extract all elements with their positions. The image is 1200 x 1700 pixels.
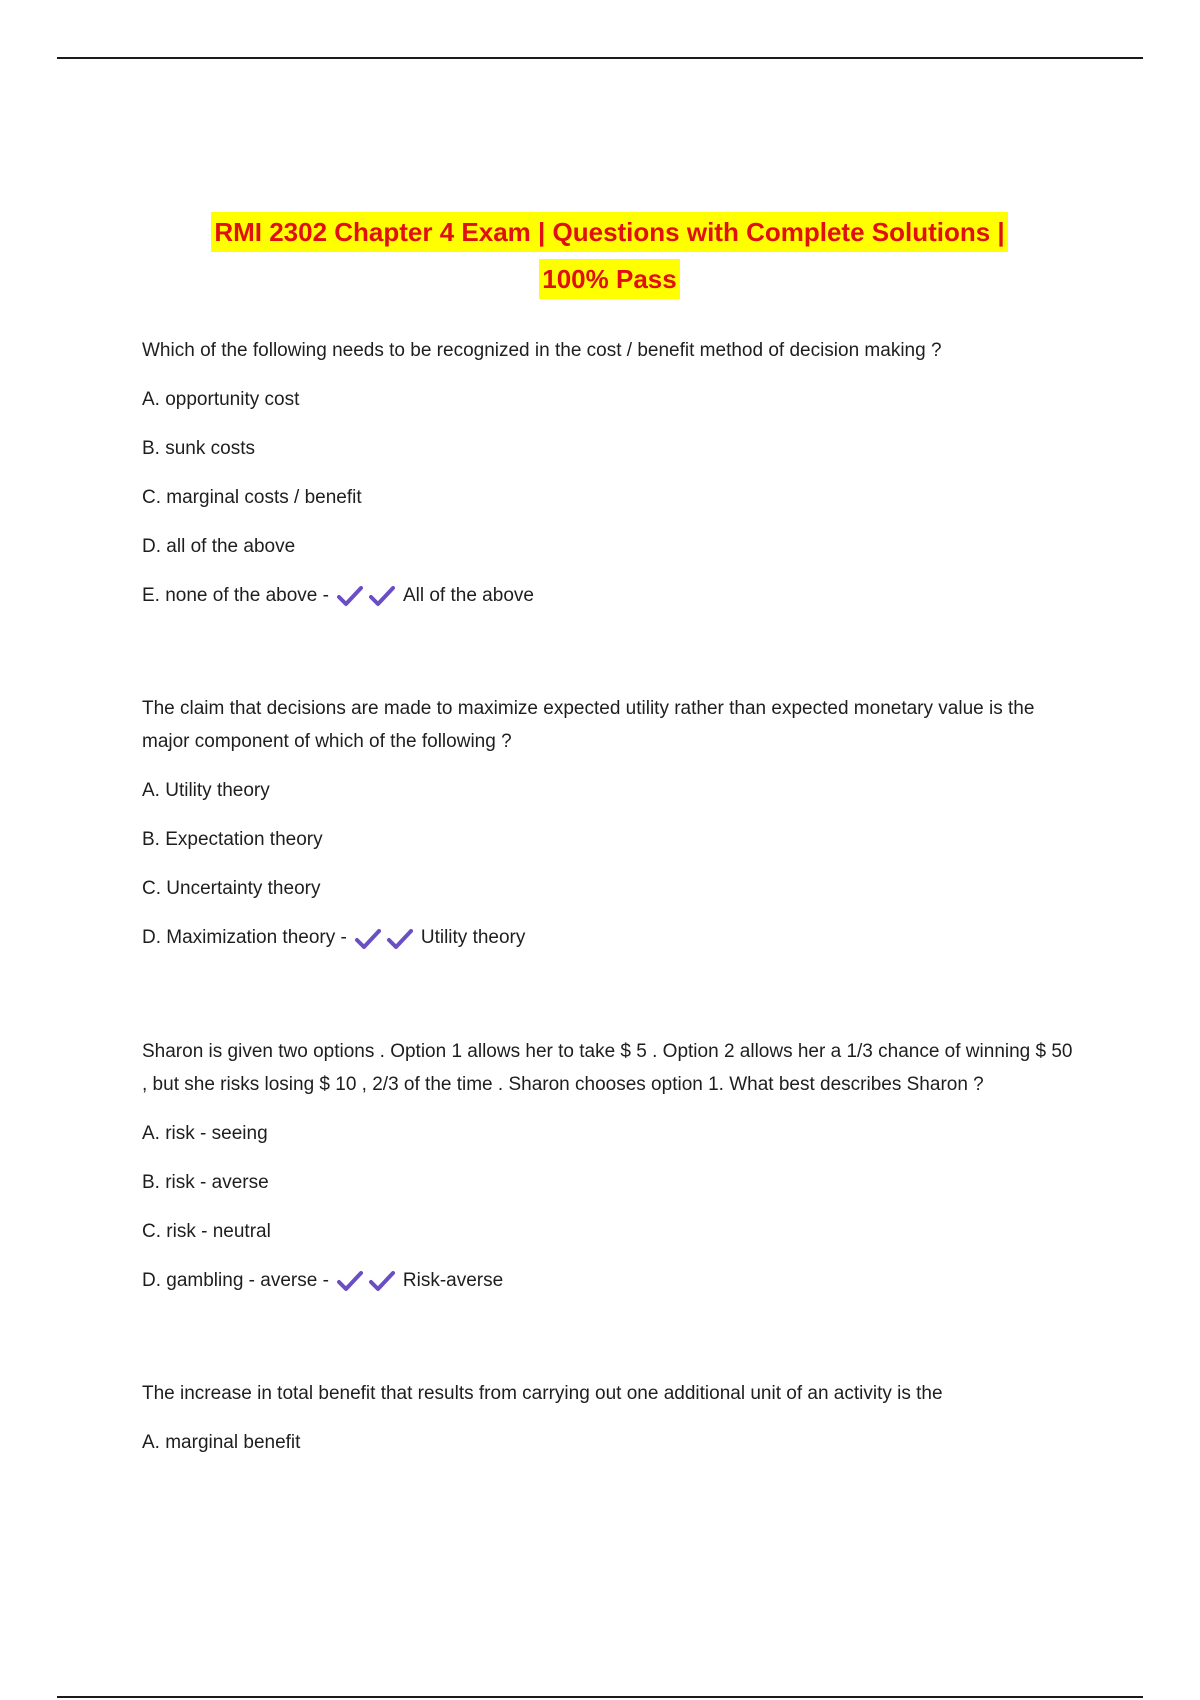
option-a: A. opportunity cost bbox=[142, 389, 300, 410]
document-body bbox=[142, 212, 1077, 1479]
title-line-2: 100% Pass bbox=[539, 259, 679, 299]
option-d-with-answer bbox=[142, 1264, 1077, 1297]
check-icon bbox=[387, 928, 413, 950]
option-d: D. Maximization theory - bbox=[142, 927, 347, 949]
option-c: C. marginal costs / benefit bbox=[142, 487, 362, 508]
document-title bbox=[142, 212, 1077, 306]
answer-checks bbox=[337, 579, 401, 612]
question-text: Sharon is given two options . Option 1 allows her to take $ 5 . Option 2 allows her a 1/3 chance of winning $ 50 , but she risks losing $ 10 , 2/3 of the time . Sharon chooses option 1. What best describes Sharon ? bbox=[142, 1040, 1073, 1095]
question-2 bbox=[142, 692, 1077, 954]
check-icon bbox=[369, 1270, 395, 1292]
question-text: The increase in total benefit that results from carrying out one additional unit of an activity is the bbox=[142, 1383, 943, 1405]
title-line-1: RMI 2302 Chapter 4 Exam | Questions with Complete Solutions | bbox=[211, 212, 1007, 252]
option-d: D. all of the above bbox=[142, 536, 296, 557]
answer-text: All of the above bbox=[402, 585, 534, 606]
option-a: A. marginal benefit bbox=[142, 1432, 301, 1454]
option-c: C. risk - neutral bbox=[142, 1220, 271, 1242]
option-a: A. Utility theory bbox=[142, 780, 270, 802]
option-b: B. risk - averse bbox=[142, 1171, 269, 1193]
option-d-with-answer bbox=[142, 921, 1077, 954]
question-3 bbox=[142, 1035, 1077, 1297]
question-text: Which of the following needs to be recognized in the cost / benefit method of decision making ? bbox=[142, 340, 942, 361]
bottom-rule bbox=[57, 1696, 1143, 1698]
option-d: D. gambling - averse - bbox=[142, 1269, 329, 1291]
option-a: A. risk - seeing bbox=[142, 1122, 268, 1144]
answer-checks bbox=[355, 922, 419, 955]
option-b: B. Expectation theory bbox=[142, 829, 323, 851]
option-c: C. Uncertainty theory bbox=[142, 878, 321, 900]
question-text: The claim that decisions are made to maximize expected utility rather than expected monetary value is the major component of which of the following ? bbox=[142, 698, 1035, 753]
top-rule bbox=[57, 57, 1143, 59]
question-1 bbox=[142, 334, 1077, 612]
check-icon bbox=[355, 928, 381, 950]
option-e: E. none of the above - bbox=[142, 585, 329, 606]
answer-text: Utility theory bbox=[420, 927, 526, 949]
check-icon bbox=[369, 585, 395, 607]
option-b: B. sunk costs bbox=[142, 438, 255, 459]
answer-text: Risk-averse bbox=[402, 1269, 504, 1291]
check-icon bbox=[337, 1270, 363, 1292]
option-e-with-answer bbox=[142, 579, 1077, 612]
answer-checks bbox=[337, 1264, 401, 1297]
question-4 bbox=[142, 1377, 1077, 1459]
check-icon bbox=[337, 585, 363, 607]
